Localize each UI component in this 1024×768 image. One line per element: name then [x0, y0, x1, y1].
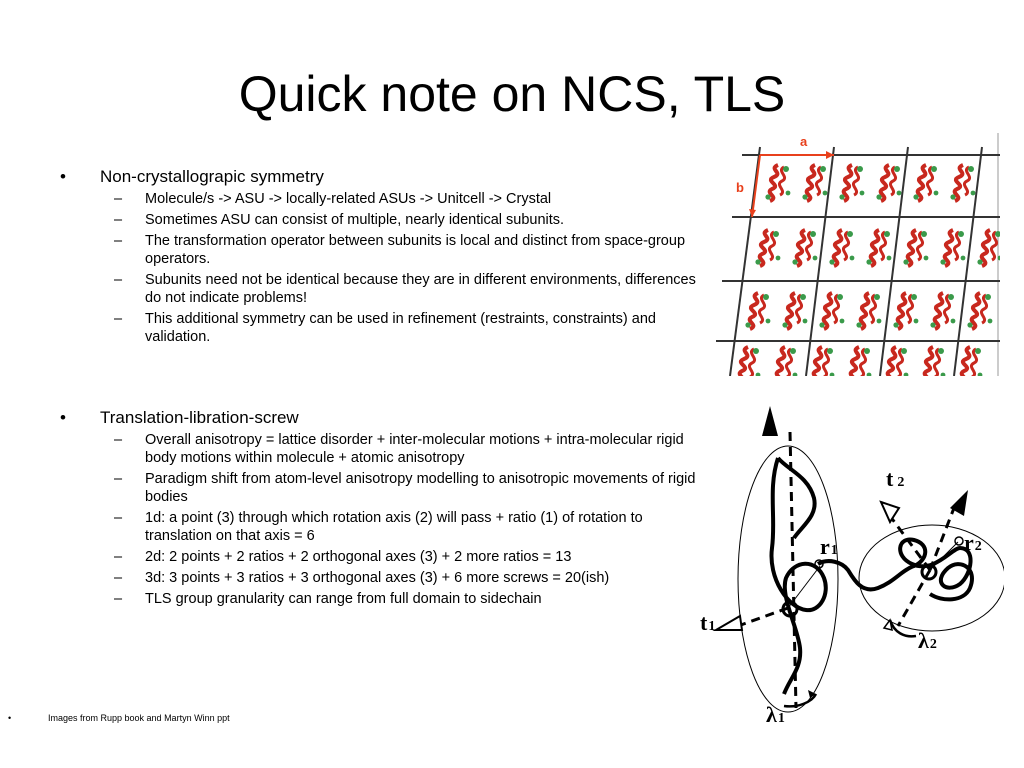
label-r2: r2	[964, 530, 982, 555]
footnote: • Images from Rupp book and Martyn Winn ppt	[8, 713, 230, 723]
section-tls	[60, 407, 700, 611]
label-t1: t1	[700, 610, 716, 635]
bullet-tls	[60, 407, 700, 429]
chain-2	[818, 539, 972, 599]
label-lambda1: λ1	[766, 702, 785, 727]
translation-arrow-t1	[716, 616, 742, 630]
sub-item: – Subunits need not be identical because they are in different environments, differences do not indicate problems!	[114, 272, 696, 306]
label-r1: r1	[820, 534, 838, 559]
bullet-ncs	[60, 166, 700, 188]
sub-list-ncs	[60, 190, 700, 346]
section-ncs	[60, 166, 700, 349]
translation-arrow-t2	[881, 502, 899, 522]
sub-item: – Overall anisotropy = lattice disorder + inter-molecular motions + intra-molecular rigid body motions within molecule + atomic anisotropy	[114, 432, 684, 466]
sub-item: – Sometimes ASU can consist of multiple, nearly identical subunits.	[114, 212, 565, 228]
sub-item: – Molecule/s -> ASU -> locally-related ASUs -> Unitcell -> Crystal	[114, 191, 552, 207]
rotation-axis-arrow	[762, 406, 778, 436]
slide-title: Quick note on NCS, TLS	[238, 66, 786, 122]
sub-item: – 1d: a point (3) through which rotation axis (2) will pass + ratio (1) of rotation to translation on that axis = 6	[114, 510, 643, 544]
libration-arc-2	[890, 620, 916, 636]
sub-item: – 3d: 3 points + 3 ratios + 3 orthogonal axes (3) + 6 more screws = 20(ish)	[114, 570, 610, 586]
sub-item: – TLS group granularity can range from full domain to sidechain	[114, 591, 542, 607]
bullet-dot: •	[60, 408, 66, 427]
sub-item: – This additional symmetry can be used in refinement (restraints, constraints) and validation.	[114, 311, 656, 345]
tls-motion-figure	[698, 398, 1004, 728]
bullet-dot: •	[60, 167, 66, 186]
sub-item: – The transformation operator between subunits is local and distinct from space-group operators.	[114, 233, 686, 267]
sub-item: – 2d: 2 points + 2 ratios + 2 orthogonal axes (3) + 2 more ratios = 13	[114, 549, 572, 565]
label-t2: t 2	[886, 466, 905, 491]
label-lambda2: λ2	[918, 628, 937, 653]
bullet-heading: Non-crystallograpic symmetry	[100, 167, 324, 186]
sub-list-tls	[60, 431, 700, 608]
sub-item: – Paradigm shift from atom-level anisotropy modelling to anisotropic movements of rigid bodies	[114, 471, 696, 505]
axis-label-a: a	[800, 134, 808, 149]
chain-1	[771, 458, 825, 694]
axis-label-b: b	[736, 180, 744, 195]
crystal-lattice-figure	[716, 133, 1000, 376]
bullet-heading: Translation-libration-screw	[100, 408, 299, 427]
reference-point-r2	[955, 537, 963, 545]
